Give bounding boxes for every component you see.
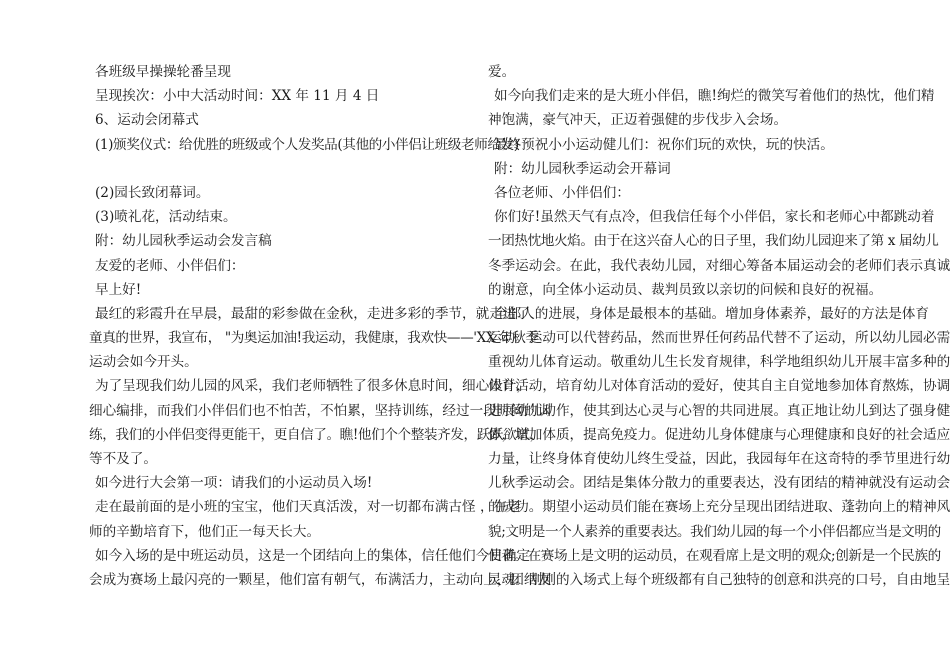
paragraph-line: 进展幼儿动作，使其到达心灵与心智的共同进展。真正地让幼儿到达了强身健 — [488, 402, 950, 419]
paragraph-line: 重视幼儿体育运动。敬重幼儿生长发育规律，科学地组织幼儿开展丰富多种的 — [488, 354, 950, 371]
salutation: 友爱的老师、小伴侣们： — [95, 257, 245, 274]
paragraph-line: 如今向我们走来的是大班小伴侣，瞧!绚烂的微笑写着他们的热忱，他们精 — [494, 88, 935, 105]
paragraph-line: 你们好!虽然天气有点冷，但我信任每个小伴侣，家长和老师心中都跳动着 — [494, 209, 935, 226]
paragraph-line: 使者。在赛场上是文明的运动员，在观看席上是文明的观众;创新是一个民族的 — [488, 547, 941, 564]
paragraph-line: 冬季运动会。在此，我代表幼儿园，对细心筹备本届运动会的老师们表示真诚 — [488, 257, 950, 274]
paragraph-line: 爱。 — [488, 64, 516, 80]
blank-line — [89, 157, 467, 181]
paragraph-line: 童真的世界，我宣布， "为奥运加油!我运动，我健康，我欢快——'XX 年秋季 — [89, 330, 539, 347]
paragraph-line: 神饱满，豪气冲天，正迈着强健的步伐步入会场。 — [488, 112, 788, 129]
paragraph-line: 貌;文明是一个人素养的重要表达。我们幼儿园的每一个小伴侣都应当是文明的 — [488, 523, 941, 540]
paragraph-line: 细心编排，而我们小伴侣们也不怕苦，不怕累，坚持训练，经过一段时间的训 — [89, 402, 552, 419]
paragraph-line: 体育活动，培育幼儿对体育活动的爱好，使其自主自觉地参加体育熬炼，协调 — [488, 378, 950, 395]
left-column — [89, 60, 552, 592]
paragraph-line: 等不及了。 — [89, 451, 157, 467]
paragraph-line: 的谢意，向全体小运动员、裁判员致以亲切的问候和良好的祝福。 — [488, 281, 883, 298]
paragraph-line: 的成功。期望小运动员们能在赛场上充分呈现出团结进取、蓬勃向上的精神风 — [488, 499, 950, 516]
appendix-title: 附：幼儿园秋季运动会开幕词 — [494, 160, 671, 177]
text-line: 各班级早操操轮番呈现 — [95, 64, 231, 80]
text-line: (3)喷礼花，活动结束。 — [95, 209, 237, 226]
section-heading: 6、运动会闭幕式 — [95, 112, 199, 129]
paragraph-line: 儿秋季运动会。团结是集体分散力的重要表达，没有团结的精神就没有运动会 — [488, 475, 950, 492]
paragraph-line: 练，我们的小伴侣变得更能干，更自信了。瞧!他们个个整装齐发，跃跃欲试， — [89, 426, 543, 443]
paragraph-line: 为了呈现我们幼儿园的风采，我们老师牺牲了很多休息时间，细心设计， — [95, 378, 530, 395]
paragraph-line: 最终预祝小小运动健儿们：祝你们玩的欢快，玩的快活。 — [494, 136, 834, 153]
greeting: 早上好! — [95, 281, 142, 298]
paragraph-line: 师的辛勤培育下，他们正一每天长大。 — [89, 523, 321, 540]
text-line: 呈现挨次：小中大活动时间：XX 年 11 月 4 日 — [95, 88, 380, 105]
text-line: (2)园长致闭幕词。 — [95, 184, 210, 201]
paragraph-line: 全部人的进展，身体是最根本的基础。增加身体素养，最好的方法是体育 — [494, 305, 929, 322]
paragraph-line: 如今进行大会第一项：请我们的小运动员入场! — [95, 475, 373, 492]
paragraph-line: 走在最前面的是小班的宝宝，他们天真活泼，对一切都布满古怪 ，在老 — [95, 499, 521, 516]
salutation: 各位老师、小伴侣们： — [494, 184, 630, 201]
text-line: (1)颁奖仪式：给优胜的班级或个人发奖品(其他的小伴侣让班级老师给发) — [95, 136, 519, 153]
paragraph-line: 最红的彩霞升在早晨，最甜的彩参做在金秋，走进多彩的季节，就走进了 — [95, 305, 530, 322]
right-column — [488, 60, 950, 592]
paragraph-line: 灵魂。刚刚的入场式上每个班级都有自己独特的创意和洪亮的口号，自由地呈 — [488, 571, 950, 588]
appendix-title: 附：幼儿园秋季运动会发言稿 — [95, 233, 272, 250]
paragraph-line: 体，增加体质，提高免疫力。促进幼儿身体健康与心理健康和良好的社会适应 — [488, 426, 950, 443]
paragraph-line: 力量，让终身体育使幼儿终生受益，因此，我园每年在这奇特的季节里进行幼 — [488, 451, 950, 467]
paragraph-line: 如今入场的是中班运动员，这是一个团结向上的集体，信任他们今日确定 — [95, 547, 530, 564]
paragraph-line: 一团热忱地火焰。由于在这兴奋人心的日子里，我们幼儿园迎来了第 x 届幼儿 — [488, 233, 939, 250]
paragraph-line: 运动会如今开头。 — [89, 354, 198, 371]
paragraph-line: 会成为赛场上最闪亮的一颗星，他们富有朝气，布满活力，主动向上，团结友 — [89, 571, 552, 588]
paragraph-line: 运动。运动可以代替药品，然而世界任何药品代替不了运动，所以幼儿园必需 — [488, 330, 950, 347]
